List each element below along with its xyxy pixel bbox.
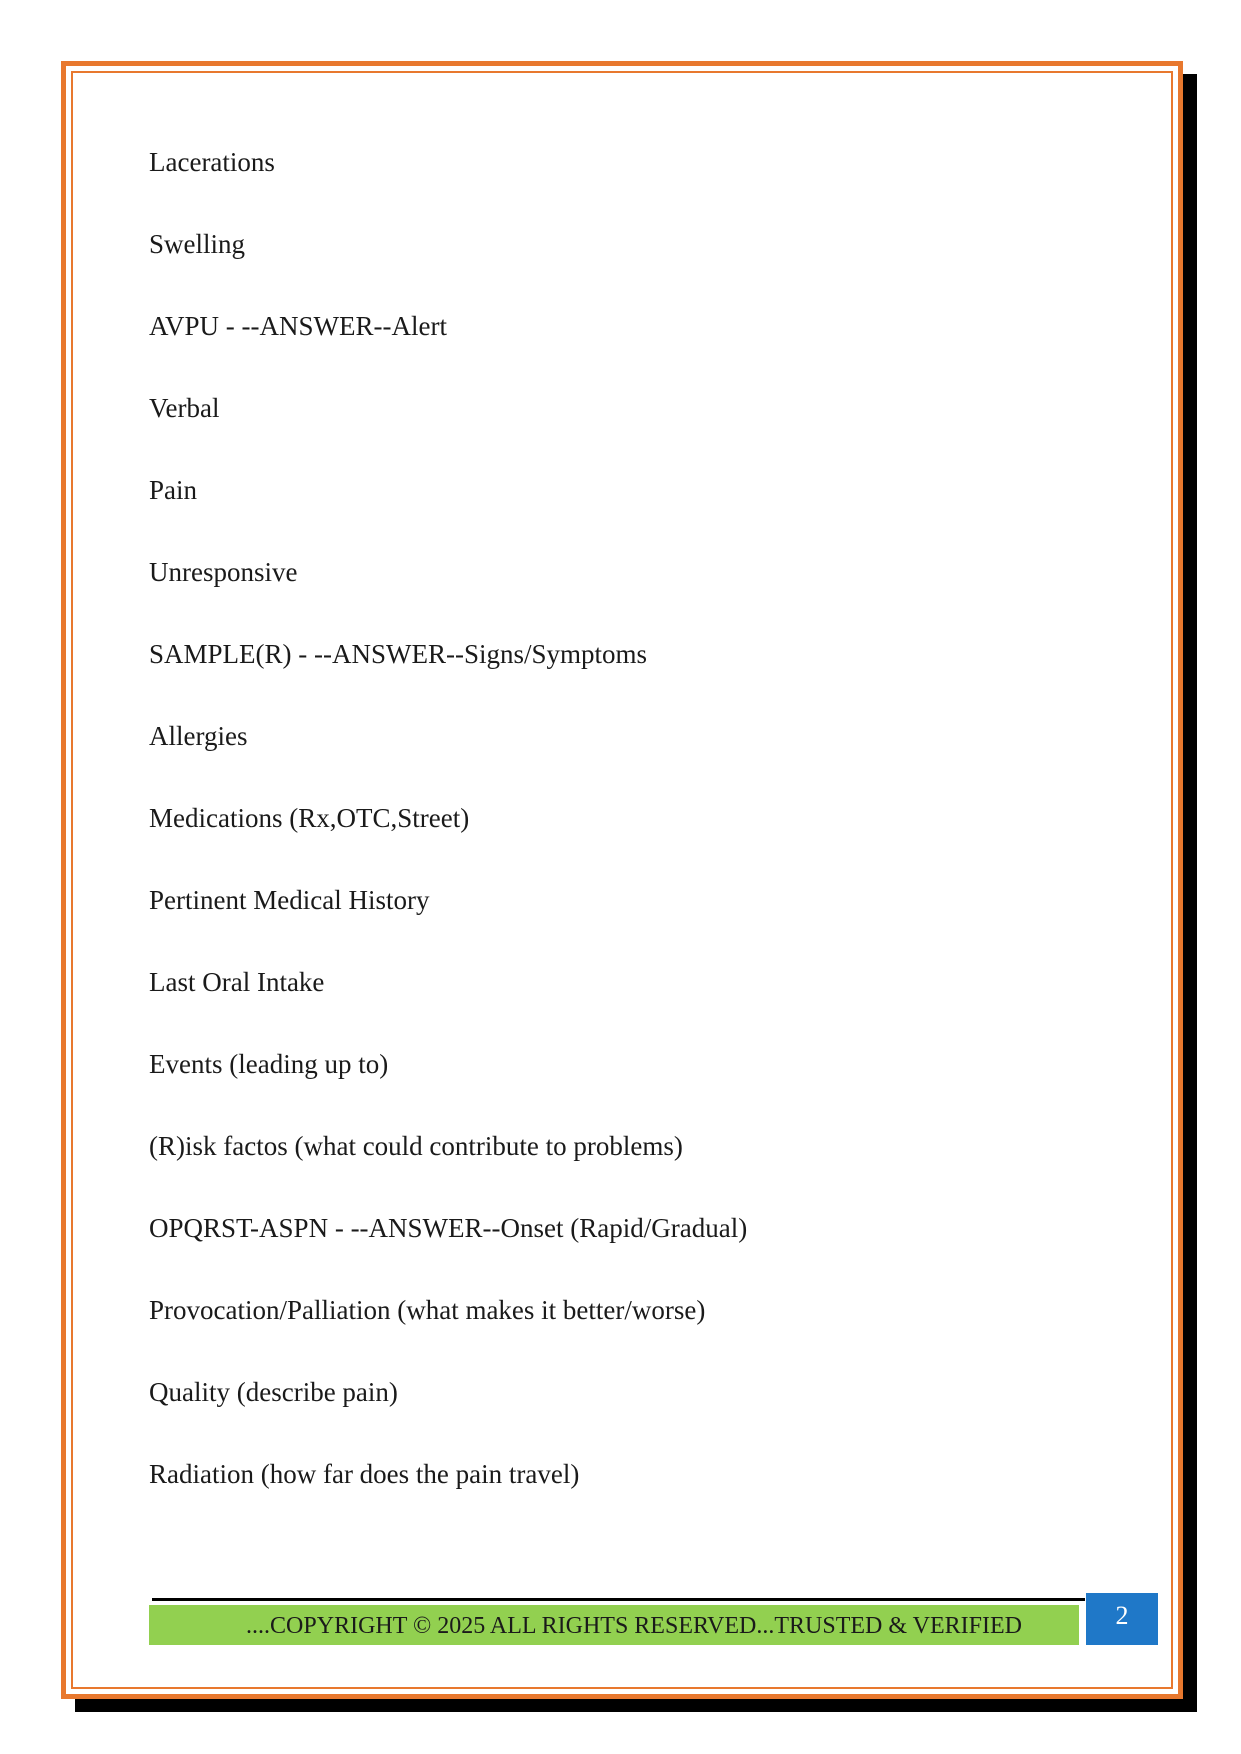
body-line: SAMPLE(R) - --ANSWER--Signs/Symptoms [149,639,648,669]
body-line: Pain [149,475,198,505]
body-line: Verbal [149,393,220,423]
body-line: Events (leading up to) [149,1049,389,1079]
body-line: Last Oral Intake [149,967,325,997]
body-line: AVPU - --ANSWER--Alert [149,311,447,341]
body-line: OPQRST-ASPN - --ANSWER--Onset (Rapid/Gradual) [149,1213,748,1243]
body-line: Pertinent Medical History [149,885,430,915]
body-line: Provocation/Palliation (what makes it better/worse) [149,1295,706,1325]
body-line: Medications (Rx,OTC,Street) [149,803,470,833]
body-line: Lacerations [149,147,275,177]
copyright-text: ....COPYRIGHT © 2025 ALL RIGHTS RESERVED...TRUSTED & VERIFIED [246,1613,1022,1639]
footer-banner [149,1605,1079,1645]
document-body [149,140,1049,1534]
body-line: Allergies [149,721,248,751]
body-line: Radiation (how far does the pain travel) [149,1459,580,1489]
body-line: Unresponsive [149,557,298,587]
page-number: 2 [1086,1593,1158,1645]
body-line: Quality (describe pain) [149,1377,398,1407]
body-line: Swelling [149,229,246,259]
footer-divider [152,1598,1085,1601]
body-line: (R)isk factos (what could contribute to problems) [149,1131,683,1161]
